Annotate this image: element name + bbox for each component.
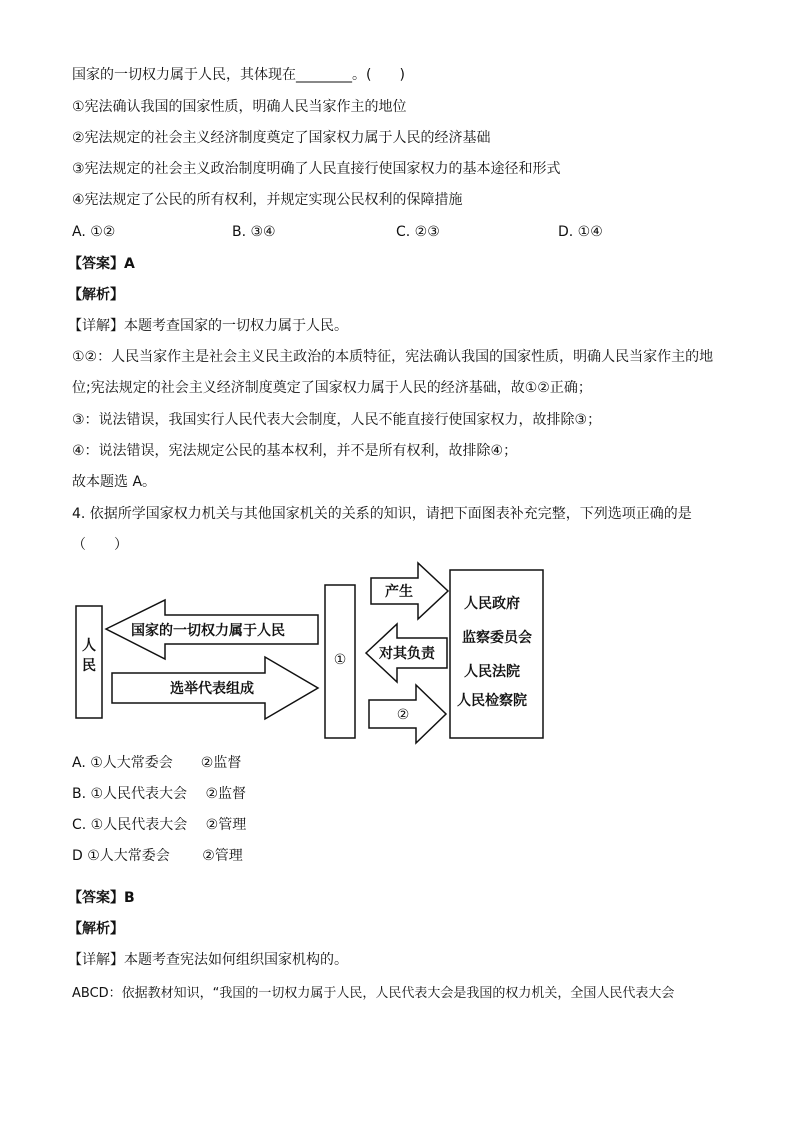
q3-stem: 国家的一切权力属于人民，其体现在________。( ) [72,67,405,83]
q4-answer: 【答案】B [68,890,135,906]
people-label-char-2: 民 [82,658,96,674]
q3-statement-1: ①宪法确认我国的国家性质，明确人民当家作主的地位 [72,99,407,115]
organ-government: 人民政府 [464,596,520,612]
q3-option-d: D. ①④ [558,224,603,240]
q3-explain-1: ①②：人民当家作主是社会主义民主政治的本质特征，宪法确认我国的国家性质，明确人民当家作主的地 [72,349,714,365]
center-organ-blank: ① [333,652,347,668]
q3-option-c: C. ②③ [396,224,440,240]
arrow-produce-label: 产生 [385,584,413,600]
q3-detail: 【详解】本题考查国家的一切权力属于人民。 [68,318,348,334]
q4-explain: ABCD：依据教材知识，“我国的一切权力属于人民，人民代表大会是我国的权力机关，全国人民代表大会 [72,986,675,1001]
q4-option-a: A. ①人大常委会 ②监督 [72,755,242,771]
q4-option-d: D ①人大常委会 ②管理 [72,848,243,864]
q3-explain-5: 故本题选 A。 [72,474,157,490]
q3-explain-3: ③：说法错误，我国实行人民代表大会制度，人民不能直接行使国家权力，故排除③； [72,412,602,428]
q4-stem-line2: （ ） [72,537,128,553]
arrow-responsible-label: 对其负责 [379,646,435,662]
q3-option-b: B. ③④ [232,224,276,240]
organ-supervisory-commission: 监察委员会 [462,630,532,646]
q4-detail: 【详解】本题考查宪法如何组织国家机构的。 [68,952,348,968]
q3-answer: 【答案】A [68,256,135,272]
q4-analysis-label: 【解析】 [68,921,124,937]
q3-analysis-label: 【解析】 [68,287,124,303]
q3-option-a: A. ①② [72,224,116,240]
arrow-elect-label: 选举代表组成 [170,681,254,697]
q3-statement-2: ②宪法规定的社会主义经济制度奠定了国家权力属于人民的经济基础 [72,130,491,146]
organ-procuratorate: 人民检察院 [457,693,527,709]
arrow-power-label: 国家的一切权力属于人民 [131,623,285,639]
q4-stem-line1: 4. 依据所学国家权力机关与其他国家机关的关系的知识，请把下面图表补充完整，下列选项正确的是 [72,506,692,522]
arrow-blank-label: ② [396,707,410,723]
q4-option-b: B. ①人民代表大会 ②监督 [72,786,247,802]
organ-court: 人民法院 [464,664,520,680]
q3-statement-3: ③宪法规定的社会主义政治制度明确了人民直接行使国家权力的基本途径和形式 [72,161,561,177]
people-label-char-1: 人 [82,638,96,654]
q3-explain-2: 位;宪法规定的社会主义经济制度奠定了国家权力属于人民的经济基础，故①②正确； [72,380,592,396]
q3-explain-4: ④：说法错误，宪法规定公民的基本权利，并不是所有权利，故排除④； [72,443,518,459]
q3-statement-4: ④宪法规定了公民的所有权利，并规定实现公民权利的保障措施 [72,192,463,208]
q4-option-c: C. ①人民代表大会 ②管理 [72,817,247,833]
